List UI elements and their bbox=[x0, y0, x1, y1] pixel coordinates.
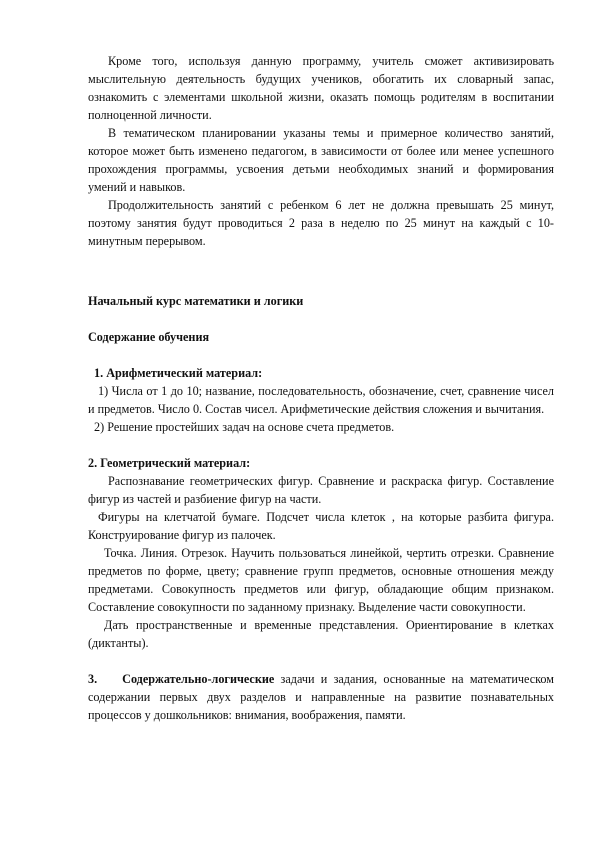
section-2-paragraph-3: Точка. Линия. Отрезок. Научить пользоваться линейкой, чертить отрезки. Сравнение предметов по форме, цвету; сравнение групп предметов, основные отношения между предметами. Совокупность предметов или фигур, обладающие общим признаком. Составление совокупности по заданному признаку. Выделение части совокупности. bbox=[88, 546, 554, 614]
intro-paragraph-3: Продолжительность занятий с ребенком 6 лет не должна превышать 25 минут, поэтому занятия будут проводиться 2 раза в неделю по 25 минут на каждый с 10-минутным перерывом. bbox=[88, 198, 554, 248]
section-2-paragraph-1: Распознавание геометрических фигур. Сравнение и раскраска фигур. Составление фигур из частей и разбиение фигур на части. bbox=[88, 474, 554, 506]
spacer bbox=[88, 436, 554, 454]
section-3-rest: задачи и задания, основанные на математическом содержании первых двух разделов и направленные на развитие познавательных процессов у дошкольников: внимания, воображения, памяти. bbox=[88, 672, 554, 722]
course-title: Начальный курс математики и логики bbox=[88, 294, 304, 308]
section-3-bold-part: Содержательно-логические bbox=[122, 672, 275, 686]
section-3-paragraph bbox=[88, 670, 554, 724]
section-3-number: 3. bbox=[88, 672, 98, 686]
section-2-paragraph-4: Дать пространственные и временные представления. Ориентирование в клетках (диктанты). bbox=[88, 618, 554, 650]
intro-paragraph-2: В тематическом планировании указаны темы и примерное количество занятий, которое может быть изменено педагогом, в зависимости от более или менее успешного прохождения программы, усвоения детьми необходимых знаний и формирования умений и навыков. bbox=[88, 126, 554, 194]
spacer bbox=[88, 250, 554, 292]
section-1-heading: 1. Арифметический материал: bbox=[94, 366, 263, 380]
section-1-item-1: 1) Числа от 1 до 10; название, последовательность, обозначение, счет, сравнение чисел и предметов. Число 0. Состав чисел. Арифметические действия сложения и вычитания. bbox=[88, 384, 554, 416]
section-2-paragraph-2: Фигуры на клетчатой бумаге. Подсчет числа клеток , на которые разбита фигура. Конструирование фигур из палочек. bbox=[88, 510, 554, 542]
spacer bbox=[88, 346, 554, 364]
section-1-item-2: 2) Решение простейших задач на основе счета предметов. bbox=[94, 420, 395, 434]
spacer bbox=[88, 310, 554, 328]
document-page bbox=[88, 52, 554, 724]
spacer bbox=[88, 652, 554, 670]
content-title: Содержание обучения bbox=[88, 330, 210, 344]
intro-paragraph-1: Кроме того, используя данную программу, учитель сможет активизировать мыслительную деятельность будущих учеников, обогатить их словарный запас, ознакомить с элементами школьной жизни, оказать помощь родителям в воспитании полноценной личности. bbox=[88, 54, 554, 122]
section-2-heading: 2. Геометрический материал: bbox=[88, 456, 251, 470]
